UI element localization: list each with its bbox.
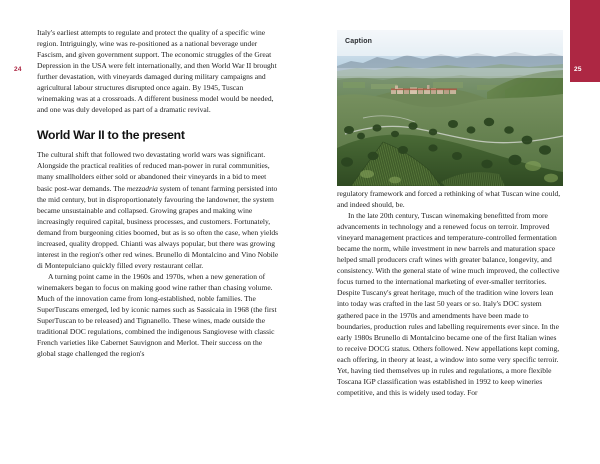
- italic-term: mezzadria: [126, 183, 158, 193]
- figure: [337, 30, 563, 186]
- paragraph: In the late 20th century, Tuscan winemaking benefitted from more advancements in technology and a renewed focus on terroir. Improved vineyard management practices and temperature-controlled fermentation became the norm, while investment in new barrels and maturation space helped small producers craft wines with greater balance, longevity, and consistency. With the general state of wine much improved, the collective focus turned to the international marketing of ever-smaller territories. Despite Tuscany's great heritage, much of the tradition wine lovers lean into today was crafted in the last 50 years or so. Italy's DOC system gathered pace in the 1970s and amendments have been made to boundaries, production rules and labelling requirements ever since. In the early 1980s Brunello di Montalcino became one of the first Italian wines to receive DOCG status. Others followed. New appellations kept coming, each offering, in theory at least, a window into some very specific terroir. Yet, having tied themselves up in rules and regulations, a more flexible Toscana IGP classification was established in 1992 to keep wineries competitive, and this is widely used today. For: [337, 211, 560, 397]
- paragraph: The cultural shift that followed two devastating world wars was significant. Alongside the practical realities of reduced man-power in rural communities, many smallholders either sold or abandoned their vineyards in a bid to meet basic post-war demands. The mezzadria system of tenant farming persisted into the mid century, but in disproportionately favouring the landowner, the system became unsustainable and collapsed. Growing grapes and making wine increasingly required capital, business processes, and customers. Fortunately, demand from burgeoning cities boomed, but as is so often the case, when yields increased, quality dropped. Chianti was always popular, but there was growing interest in the region's other red wines. Brunello di Montalcino and Vino Nobile di Montepulciano quickly filled every restaurant cellar.: [37, 150, 279, 270]
- section-heading: World War II to the present: [37, 128, 185, 143]
- figure-caption: Caption: [345, 38, 373, 45]
- paragraph: regulatory framework and forced a rethinking of what Tuscan wine could, and indeed should, be.: [337, 189, 561, 210]
- paragraph: A turning point came in the 1960s and 1970s, when a new generation of winemakers began to focus on making good wine rather than chasing volume. Much of the innovation came from long-established, noble families. The SuperTuscans emerged, led by iconic names such as Sassicaia in 1968 (the first SuperTuscan to be released) and Tignanello. These wines, made outside the traditional DOC regulations, combined the indigenous Sangiovese with classic French varieties like Cabernet Sauvignon and Merlot. Their success on the global stage challenged the region's: [37, 271, 277, 359]
- landscape-photo: [337, 30, 563, 186]
- left-page-text-column: [37, 27, 280, 359]
- page-number-left: 24: [14, 66, 22, 73]
- right-page-text-column: [337, 188, 563, 398]
- page-number-right: 25: [574, 66, 582, 73]
- paragraph: Italy's earliest attempts to regulate and protect the quality of a specific wine region. Intriguingly, wine was re-positioned as a national beverage under Fascism, and given government support. The economic struggles of the Great Depression in the USA were felt internationally, and then World War II brought further devastation, with vineyards damaged during military campaigns and agricultural labour structures disrupted once again. By 1945, Tuscan winemaking was at a crossroads. A different business model would be needed, and one was duly developed as part of a dramatic revival.: [37, 28, 277, 115]
